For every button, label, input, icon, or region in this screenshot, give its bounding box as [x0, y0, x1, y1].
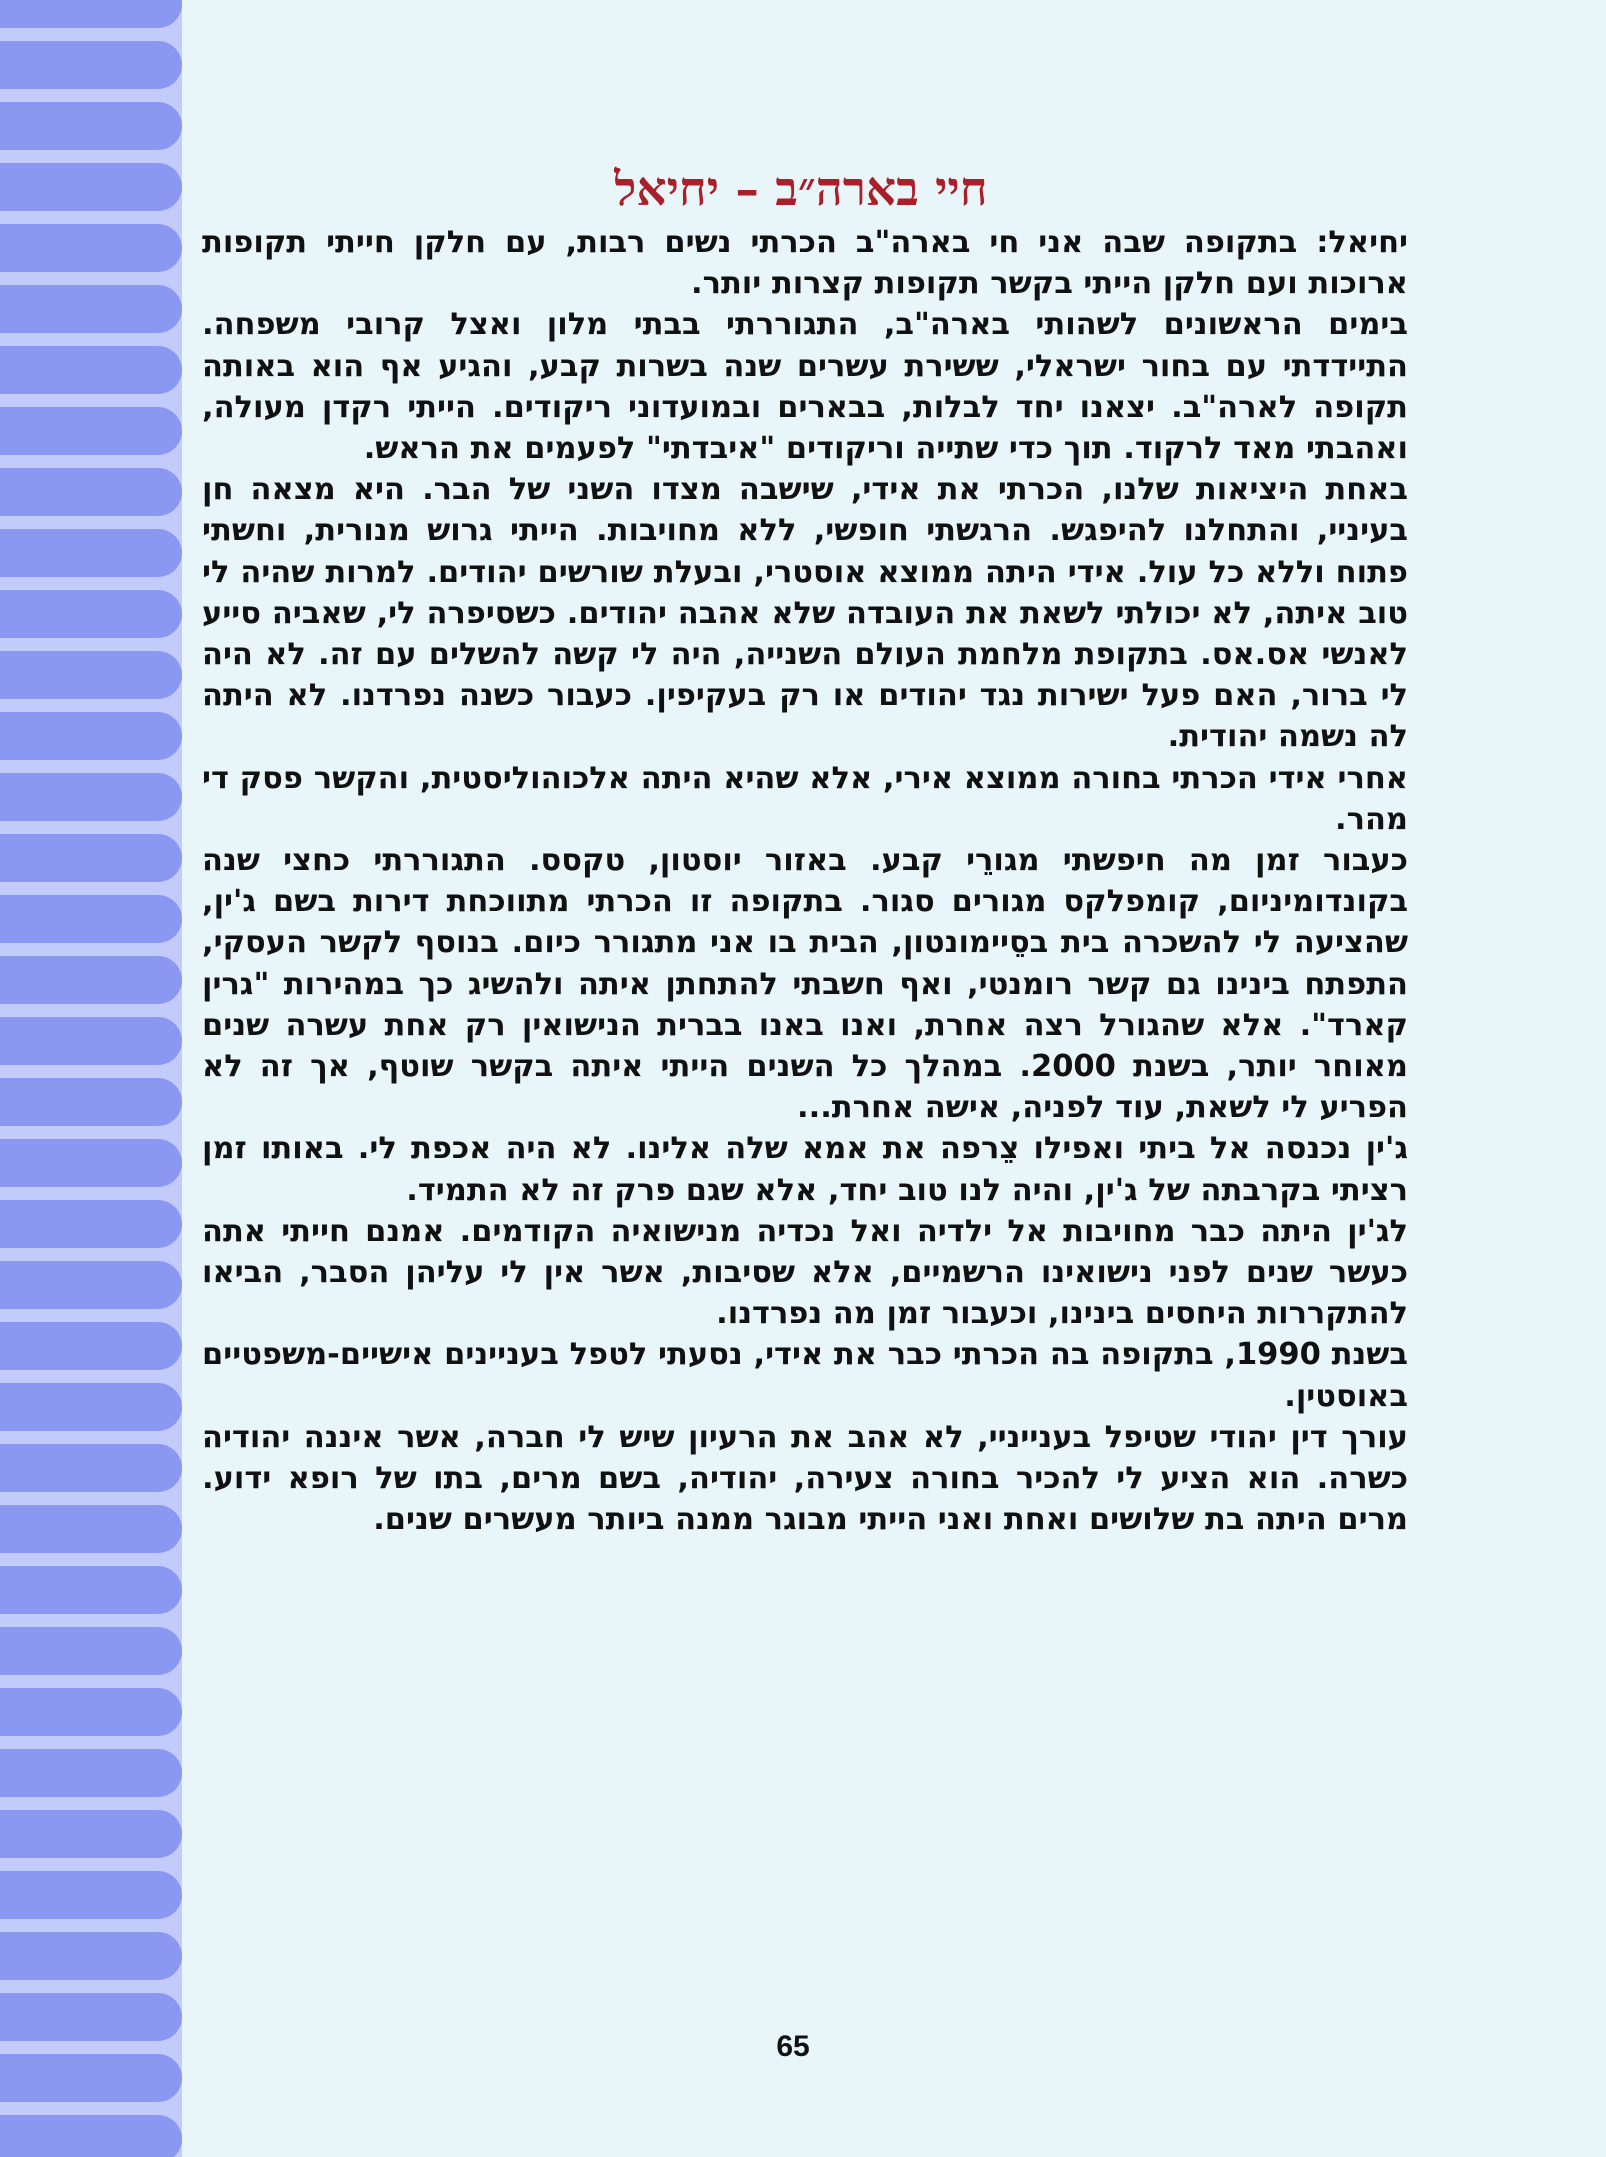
paragraph: יחיאל: בתקופה שבה אני חי בארה"ב הכרתי נשים רבות, עם חלקן חייתי תקופות ארוכות ועם חלקן הייתי בקשר תקופות קצרות יותר.	[202, 225, 1408, 302]
strip-band	[0, 346, 182, 394]
paragraph: בשנת 1990, בתקופה בה הכרתי כבר את אידי, נסעתי לטפל בעניינים אישיים-משפטיים באוסטין.	[202, 1337, 1408, 1414]
strip-band	[0, 1810, 182, 1858]
strip-band	[0, 102, 182, 150]
strip-band	[0, 1322, 182, 1370]
strip-band	[0, 468, 182, 516]
strip-band	[0, 1505, 182, 1553]
strip-band	[0, 1200, 182, 1248]
paragraph: לג'ין היתה כבר מחויבות אל ילדיה ואל נכדיה מנישואיה הקודמים. אמנם חייתי אתה כעשר שנים לפני נישואינו הרשמיים, אלא שסיבות, אשר אין לי עליהן הסבר, הביאו להתקררות היחסים בינינו, וכעבור זמן מה נפרדנו.	[202, 1213, 1408, 1332]
strip-band	[0, 1627, 182, 1675]
strip-band	[0, 1139, 182, 1187]
strip-band	[0, 2115, 182, 2157]
strip-band	[0, 1871, 182, 1919]
strip-band	[0, 1932, 182, 1980]
strip-band	[0, 1261, 182, 1309]
strip-band	[0, 1078, 182, 1126]
strip-band	[0, 773, 182, 821]
paragraph: אחרי אידי הכרתי בחורה ממוצא אירי, אלא שהיא היתה אלכוהוליסטית, והקשר פסק די מהר.	[202, 760, 1408, 837]
strip-band	[0, 1749, 182, 1797]
strip-band	[0, 163, 182, 211]
strip-band	[0, 1444, 182, 1492]
strip-band	[0, 712, 182, 760]
strip-band	[0, 834, 182, 882]
strip-band	[0, 41, 182, 89]
strip-band	[0, 956, 182, 1004]
paragraph: באחת היציאות שלנו, הכרתי את אידי, שישבה מצדו השני של הבר. היא מצאה חן בעיניי, והתחלנו להיפגש. הרגשתי חופשי, ללא מחויבות. הייתי גרוש מנורית, וחשתי פתוח וללא כל עול. אידי היתה ממוצא אוסטרי, ובעלת שורשים יהודים. למרות שהיה לי טוב איתה, לא יכולתי לשאת את העובדה שלא אהבה יהודים. כשסיפרה לי, שאביה סייע לאנשי אס.אס. בתקופת מלחמת העולם השנייה, היה לי קשה להשלים עם זה. לא היה לי ברור, האם פעל ישירות נגד יהודים או רק בעקיפין. כעבור כשנה נפרדנו. לא היתה לה נשמה יהודית.	[202, 472, 1408, 755]
strip-band	[0, 895, 182, 943]
page-title: חיי בארה״ב – יחיאל	[614, 162, 988, 217]
decorative-side-strip	[0, 0, 182, 2157]
strip-band	[0, 1993, 182, 2041]
paragraph: עורך דין יהודי שטיפל בענייניי, לא אהב את הרעיון שיש לי חברה, אשר איננה יהודיה כשרה. הוא הציע לי להכיר בחורה צעירה, יהודיה, בשם מרים, בתו של רופא ידוע. מרים היתה בת שלושים ואחת ואני הייתי מבוגר ממנה ביותר מעשרים שנים.	[202, 1419, 1408, 1538]
strip-band	[0, 529, 182, 577]
strip-band	[0, 2054, 182, 2102]
strip-band	[0, 651, 182, 699]
strip-band	[0, 1017, 182, 1065]
strip-band	[0, 1383, 182, 1431]
strip-band	[0, 1566, 182, 1614]
strip-band	[0, 590, 182, 638]
paragraph: בימים הראשונים לשהותי בארה"ב, התגוררתי בבתי מלון ואצל קרובי משפחה. התיידדתי עם בחור ישראלי, ששירת עשרים שנה בשרות קבע, והגיע אף הוא באותה תקופה לארה"ב. יצאנו יחד לבלות, בבארים ובמועדוני ריקודים. הייתי רקדן מעולה, ואהבתי מאד לרקוד. תוך כדי שתייה וריקודים "איבדתי" לפעמים את הראש.	[202, 307, 1408, 467]
strip-band	[0, 407, 182, 455]
strip-band	[0, 0, 182, 28]
strip-band	[0, 1688, 182, 1736]
page-number: 65	[776, 2030, 810, 2063]
strip-band	[0, 224, 182, 272]
paragraph: ג'ין נכנסה אל ביתי ואפילו צֵרפה את אמא שלה אלינו. לא היה אכפת לי. באותו זמן רציתי בקרבתה של ג'ין, והיה לנו טוב יחד, אלא שגם פרק זה לא התמיד.	[202, 1131, 1408, 1208]
strip-band	[0, 285, 182, 333]
paragraph: כעבור זמן מה חיפשתי מגורֵי קבע. באזור יוסטון, טקסס. התגוררתי כחצי שנה בקונדומיניום, קומפלקס מגורים סגור. בתקופה זו הכרתי מתווכחת דירות בשם ג'ין, שהציעה לי להשכרה בית בסֵיימונטון, הבית בו אני מתגורר כיום. בנוסף לקשר העסקי, התפתח בינינו גם קשר רומנטי, ואף חשבתי להתחתן איתה ולהשיג כך במהירות "גרין קארד". אלא שהגורל רצה אחרת, ואנו באנו בברית הנישואין רק אחת עשרה שנים מאוחר יותר, בשנת 2000. במהלך כל השנים הייתי איתה בקשר שוטף, אך זה לא הפריע לי לשאת, עוד לפניה, אישה אחרת...	[202, 843, 1408, 1126]
body-text	[202, 222, 1408, 1541]
